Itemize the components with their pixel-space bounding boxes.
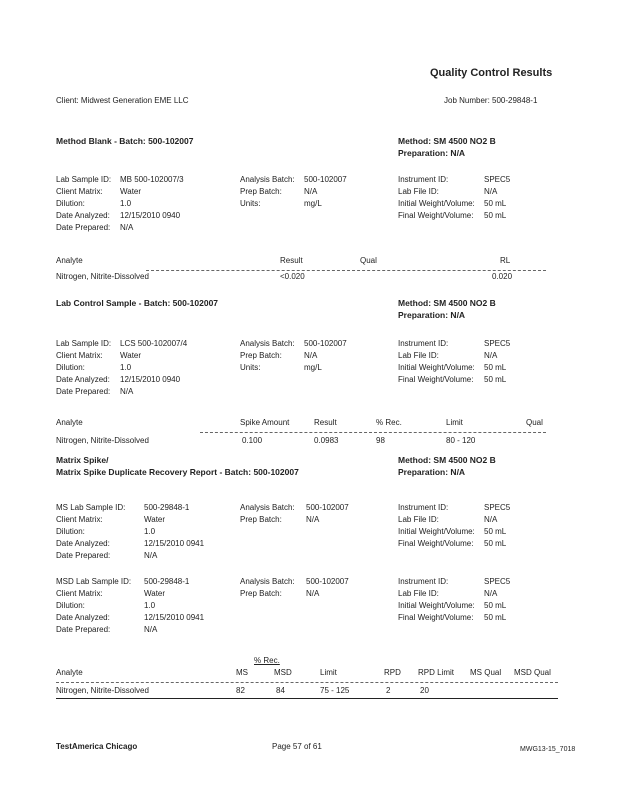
ms-label: Date Analyzed: bbox=[56, 539, 110, 548]
footer-code: MWG13-15_7018 bbox=[520, 746, 576, 753]
msd-label: Dilution: bbox=[56, 601, 85, 610]
lcs-row-spike: 0.100 bbox=[242, 436, 263, 445]
mb-row-analyte: Nitrogen, Nitrite-Dissolved bbox=[56, 272, 149, 281]
ms-values bbox=[144, 502, 204, 562]
mb-instrument-value: SPEC5 bbox=[484, 175, 511, 184]
lcs-values bbox=[120, 338, 187, 398]
lcs-batch-label: Analysis Batch: bbox=[240, 339, 295, 348]
divider bbox=[56, 698, 558, 699]
mb-instrument-labels bbox=[398, 174, 475, 222]
lcs-instrument-value: SPEC5 bbox=[484, 339, 511, 348]
lcs-row-result: 0.0983 bbox=[314, 436, 339, 445]
msd-value: N/A bbox=[144, 625, 158, 634]
lcs-label: Date Analyzed: bbox=[56, 375, 110, 384]
lcs-labels bbox=[56, 338, 111, 398]
ms-batch-value: N/A bbox=[306, 515, 320, 524]
ms-th-ms: MS bbox=[236, 668, 248, 677]
ms-labels bbox=[56, 502, 125, 562]
ms-label: Client Matrix: bbox=[56, 515, 103, 524]
method-blank-method: Method: SM 4500 NO2 B bbox=[398, 136, 496, 146]
mb-values bbox=[120, 174, 184, 234]
msd-batch-values bbox=[306, 576, 349, 600]
page-title: Quality Control Results bbox=[430, 67, 553, 79]
lcs-instrument-label: Lab File ID: bbox=[398, 351, 439, 360]
msd-label: MSD Lab Sample ID: bbox=[56, 577, 132, 586]
lcs-batch-labels bbox=[240, 338, 295, 374]
ms-instrument-value: 50 mL bbox=[484, 539, 507, 548]
lcs-preparation: Preparation: N/A bbox=[398, 310, 466, 320]
msd-label: Date Analyzed: bbox=[56, 613, 110, 622]
msd-instrument-label: Instrument ID: bbox=[398, 577, 449, 586]
msd-value: 1.0 bbox=[144, 601, 156, 610]
msd-instrument-label: Initial Weight/Volume: bbox=[398, 601, 475, 610]
ms-instrument-values bbox=[484, 502, 510, 550]
divider bbox=[56, 682, 558, 683]
mb-instrument-label: Lab File ID: bbox=[398, 187, 439, 196]
ms-batch-values bbox=[306, 502, 349, 526]
lcs-instrument-values bbox=[484, 338, 510, 386]
mb-labels bbox=[56, 174, 111, 234]
mb-instrument-value: N/A bbox=[484, 187, 498, 196]
ms-th-limit: Limit bbox=[320, 668, 337, 677]
ms-heading-2: Matrix Spike Duplicate Recovery Report - Batch: 500-102007 bbox=[56, 467, 299, 477]
lcs-batch-values bbox=[304, 338, 347, 374]
divider bbox=[146, 270, 546, 271]
msd-instrument-values bbox=[484, 576, 510, 624]
mb-label: Lab Sample ID: bbox=[56, 175, 112, 184]
footer-page: Page 57 of 61 bbox=[272, 742, 322, 751]
mb-batch-label: Analysis Batch: bbox=[240, 175, 295, 184]
ms-row-analyte: Nitrogen, Nitrite-Dissolved bbox=[56, 686, 149, 695]
lcs-instrument-value: N/A bbox=[484, 351, 498, 360]
mb-instrument-values bbox=[484, 174, 510, 222]
lcs-row-limit: 80 - 120 bbox=[446, 436, 476, 445]
ms-th-rpd-limit: RPD Limit bbox=[418, 668, 455, 677]
ms-instrument-labels bbox=[398, 502, 475, 550]
lcs-th-rec: % Rec. bbox=[376, 418, 402, 427]
lcs-th-result: Result bbox=[314, 418, 337, 427]
mb-batch-value: 500-102007 bbox=[304, 175, 347, 184]
footer-lab: TestAmerica Chicago bbox=[56, 742, 138, 751]
mb-label: Date Analyzed: bbox=[56, 211, 110, 220]
method-blank-preparation: Preparation: N/A bbox=[398, 148, 466, 158]
ms-instrument-value: SPEC5 bbox=[484, 503, 511, 512]
lcs-label: Client Matrix: bbox=[56, 351, 103, 360]
ms-th-analyte: Analyte bbox=[56, 668, 83, 677]
mb-value: N/A bbox=[120, 223, 134, 232]
lcs-batch-value: N/A bbox=[304, 351, 318, 360]
divider bbox=[200, 432, 546, 433]
ms-instrument-label: Initial Weight/Volume: bbox=[398, 527, 475, 536]
ms-row-limit: 75 - 125 bbox=[320, 686, 350, 695]
ms-th-ms-qual: MS Qual bbox=[470, 668, 502, 677]
lcs-instrument-label: Final Weight/Volume: bbox=[398, 375, 474, 384]
mb-value: Water bbox=[120, 187, 142, 196]
msd-instrument-value: SPEC5 bbox=[484, 577, 511, 586]
ms-batch-labels bbox=[240, 502, 295, 526]
mb-batch-value: mg/L bbox=[304, 199, 322, 208]
mb-label: Client Matrix: bbox=[56, 187, 103, 196]
msd-batch-value: N/A bbox=[306, 589, 320, 598]
ms-row-ms: 82 bbox=[236, 686, 245, 695]
mb-row-rl: 0.020 bbox=[492, 272, 513, 281]
lcs-value: N/A bbox=[120, 387, 134, 396]
lcs-label: Date Prepared: bbox=[56, 387, 111, 396]
mb-row-result: <0.020 bbox=[280, 272, 305, 281]
ms-instrument-value: N/A bbox=[484, 515, 498, 524]
msd-instrument-value: 50 mL bbox=[484, 601, 507, 610]
ms-value: 1.0 bbox=[144, 527, 156, 536]
job-number: Job Number: 500-29848-1 bbox=[444, 96, 538, 105]
ms-row-rpd-limit: 20 bbox=[420, 686, 429, 695]
lcs-th-limit: Limit bbox=[446, 418, 463, 427]
msd-batch-labels bbox=[240, 576, 295, 600]
mb-batch-labels bbox=[240, 174, 295, 210]
mb-th-rl: RL bbox=[500, 256, 511, 265]
msd-batch-label: Analysis Batch: bbox=[240, 577, 295, 586]
ms-batch-value: 500-102007 bbox=[306, 503, 349, 512]
msd-values bbox=[144, 576, 204, 636]
ms-row-rpd: 2 bbox=[386, 686, 391, 695]
ms-value: Water bbox=[144, 515, 166, 524]
msd-batch-value: 500-102007 bbox=[306, 577, 349, 586]
msd-label: Client Matrix: bbox=[56, 589, 103, 598]
msd-value: 500-29848-1 bbox=[144, 577, 190, 586]
mb-batch-values bbox=[304, 174, 347, 210]
lcs-label: Dilution: bbox=[56, 363, 85, 372]
lcs-row-rec: 98 bbox=[376, 436, 385, 445]
ms-label: Dilution: bbox=[56, 527, 85, 536]
ms-instrument-label: Instrument ID: bbox=[398, 503, 449, 512]
ms-heading-1: Matrix Spike/ bbox=[56, 455, 109, 465]
mb-th-qual: Qual bbox=[360, 256, 377, 265]
mb-instrument-value: 50 mL bbox=[484, 211, 507, 220]
ms-batch-label: Prep Batch: bbox=[240, 515, 282, 524]
lcs-instrument-value: 50 mL bbox=[484, 375, 507, 384]
ms-th-msd-qual: MSD Qual bbox=[514, 668, 551, 677]
msd-batch-label: Prep Batch: bbox=[240, 589, 282, 598]
ms-rec-label: % Rec. bbox=[254, 656, 280, 665]
lcs-label: Lab Sample ID: bbox=[56, 339, 112, 348]
mb-instrument-value: 50 mL bbox=[484, 199, 507, 208]
msd-labels bbox=[56, 576, 131, 636]
msd-instrument-labels bbox=[398, 576, 475, 624]
msd-value: Water bbox=[144, 589, 166, 598]
lcs-row-analyte: Nitrogen, Nitrite-Dissolved bbox=[56, 436, 149, 445]
lcs-value: LCS 500-102007/4 bbox=[120, 339, 188, 348]
mb-batch-value: N/A bbox=[304, 187, 318, 196]
lcs-value: 1.0 bbox=[120, 363, 132, 372]
lcs-batch-label: Units: bbox=[240, 363, 261, 372]
mb-instrument-label: Instrument ID: bbox=[398, 175, 449, 184]
msd-value: 12/15/2010 0941 bbox=[144, 613, 205, 622]
mb-value: MB 500-102007/3 bbox=[120, 175, 184, 184]
ms-label: MS Lab Sample ID: bbox=[56, 503, 126, 512]
lcs-th-spike: Spike Amount bbox=[240, 418, 290, 427]
lcs-instrument-labels bbox=[398, 338, 475, 386]
msd-instrument-value: N/A bbox=[484, 589, 498, 598]
ms-row-msd: 84 bbox=[276, 686, 285, 695]
ms-instrument-value: 50 mL bbox=[484, 527, 507, 536]
ms-label: Date Prepared: bbox=[56, 551, 111, 560]
lcs-value: 12/15/2010 0940 bbox=[120, 375, 181, 384]
mb-instrument-label: Final Weight/Volume: bbox=[398, 211, 474, 220]
lcs-value: Water bbox=[120, 351, 142, 360]
msd-instrument-label: Final Weight/Volume: bbox=[398, 613, 474, 622]
msd-instrument-label: Lab File ID: bbox=[398, 589, 439, 598]
lcs-heading: Lab Control Sample - Batch: 500-102007 bbox=[56, 298, 219, 308]
method-blank-heading: Method Blank - Batch: 500-102007 bbox=[56, 136, 194, 146]
mb-instrument-label: Initial Weight/Volume: bbox=[398, 199, 475, 208]
lcs-batch-value: 500-102007 bbox=[304, 339, 347, 348]
ms-preparation: Preparation: N/A bbox=[398, 467, 466, 477]
lcs-instrument-label: Instrument ID: bbox=[398, 339, 449, 348]
mb-label: Date Prepared: bbox=[56, 223, 111, 232]
lcs-method: Method: SM 4500 NO2 B bbox=[398, 298, 496, 308]
mb-batch-label: Prep Batch: bbox=[240, 187, 282, 196]
lcs-th-qual: Qual bbox=[526, 418, 543, 427]
mb-value: 1.0 bbox=[120, 199, 132, 208]
client-label: Client: Midwest Generation EME LLC bbox=[56, 96, 189, 105]
ms-th-rpd: RPD bbox=[384, 668, 401, 677]
lcs-batch-value: mg/L bbox=[304, 363, 322, 372]
ms-method: Method: SM 4500 NO2 B bbox=[398, 455, 496, 465]
ms-batch-label: Analysis Batch: bbox=[240, 503, 295, 512]
lcs-batch-label: Prep Batch: bbox=[240, 351, 282, 360]
mb-th-result: Result bbox=[280, 256, 303, 265]
mb-label: Dilution: bbox=[56, 199, 85, 208]
ms-instrument-label: Lab File ID: bbox=[398, 515, 439, 524]
lcs-instrument-value: 50 mL bbox=[484, 363, 507, 372]
msd-label: Date Prepared: bbox=[56, 625, 111, 634]
mb-batch-label: Units: bbox=[240, 199, 261, 208]
ms-value: 12/15/2010 0941 bbox=[144, 539, 205, 548]
mb-value: 12/15/2010 0940 bbox=[120, 211, 181, 220]
ms-value: 500-29848-1 bbox=[144, 503, 190, 512]
lcs-th-analyte: Analyte bbox=[56, 418, 83, 427]
ms-instrument-label: Final Weight/Volume: bbox=[398, 539, 474, 548]
lcs-instrument-label: Initial Weight/Volume: bbox=[398, 363, 475, 372]
ms-value: N/A bbox=[144, 551, 158, 560]
mb-th-analyte: Analyte bbox=[56, 256, 83, 265]
msd-instrument-value: 50 mL bbox=[484, 613, 507, 622]
ms-th-msd: MSD bbox=[274, 668, 292, 677]
